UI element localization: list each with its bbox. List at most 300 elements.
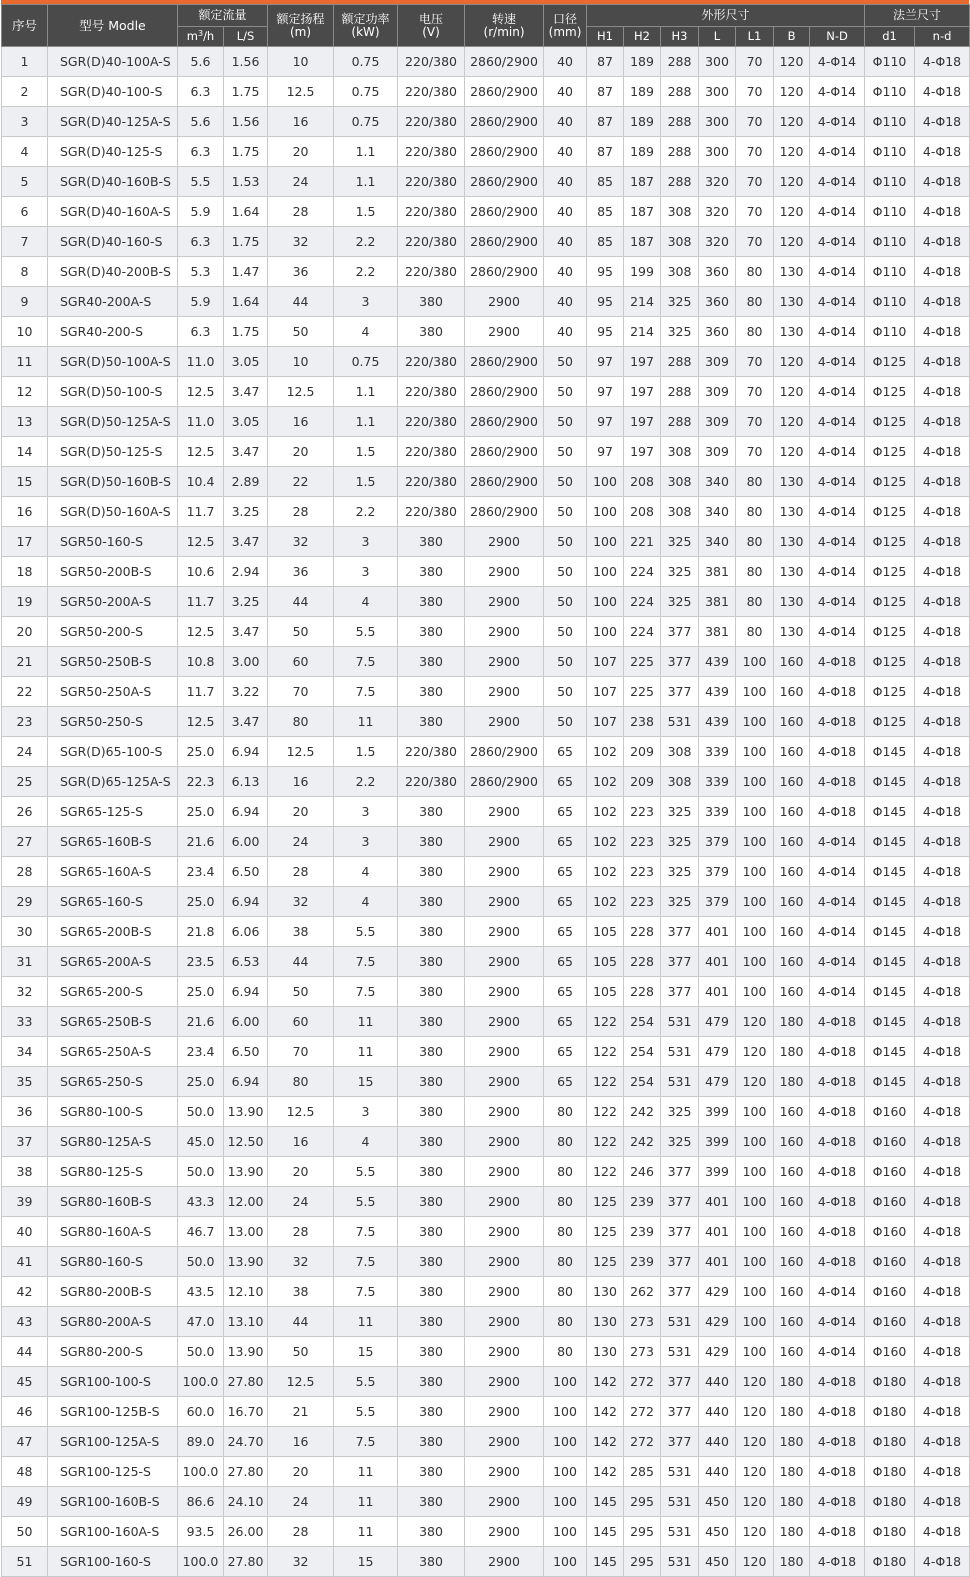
cell-head: 24: [268, 167, 334, 197]
cell-voltage: 220/380: [398, 437, 465, 467]
cell-speed: 2860/2900: [465, 197, 544, 227]
cell-h1: 122: [587, 1007, 624, 1037]
cell-bore: 80: [544, 1307, 587, 1337]
cell-speed: 2900: [465, 677, 544, 707]
cell-l1: 100: [736, 1157, 774, 1187]
cell-flow-ls: 13.90: [224, 1247, 268, 1277]
cell-model: SGR100-125A-S: [48, 1427, 178, 1457]
cell-head: 44: [268, 287, 334, 317]
cell-bore: 40: [544, 287, 587, 317]
cell-h1: 102: [587, 737, 624, 767]
cell-flange-nd: 4-Φ18: [915, 407, 970, 437]
cell-power: 3: [334, 827, 398, 857]
cell-h2: 199: [624, 257, 661, 287]
cell-speed: 2900: [465, 1157, 544, 1187]
cell-flow-ls: 1.47: [224, 257, 268, 287]
cell-h3: 325: [661, 527, 699, 557]
table-row: [2, 1007, 970, 1037]
cell-bore: 40: [544, 47, 587, 77]
cell-head: 28: [268, 857, 334, 887]
cell-flow-m3h: 11.0: [178, 407, 224, 437]
cell-h1: 107: [587, 707, 624, 737]
cell-speed: 2900: [465, 317, 544, 347]
cell-h3: 308: [661, 737, 699, 767]
cell-h2: 189: [624, 77, 661, 107]
cell-l: 300: [699, 47, 736, 77]
cell-l1: 70: [736, 437, 774, 467]
cell-h1: 125: [587, 1187, 624, 1217]
cell-h3: 288: [661, 77, 699, 107]
cell-flow-ls: 13.90: [224, 1337, 268, 1367]
cell-flow-m3h: 23.4: [178, 857, 224, 887]
cell-l: 300: [699, 77, 736, 107]
cell-h1: 100: [587, 587, 624, 617]
cell-power: 3: [334, 1097, 398, 1127]
cell-head: 36: [268, 557, 334, 587]
cell-nd: 4-Φ14: [810, 1277, 865, 1307]
cell-flow-m3h: 12.5: [178, 527, 224, 557]
cell-d1: Φ180: [865, 1397, 915, 1427]
cell-h3: 531: [661, 1037, 699, 1067]
table-row: [2, 377, 970, 407]
cell-d1: Φ180: [865, 1367, 915, 1397]
cell-b: 160: [774, 977, 810, 1007]
cell-bore: 40: [544, 227, 587, 257]
cell-l1: 120: [736, 1517, 774, 1547]
cell-head: 16: [268, 1427, 334, 1457]
cell-l: 340: [699, 467, 736, 497]
cell-nd: 4-Φ18: [810, 737, 865, 767]
table-row: [2, 497, 970, 527]
cell-flange-nd: 4-Φ18: [915, 977, 970, 1007]
cell-speed: 2900: [465, 617, 544, 647]
cell-bore: 65: [544, 1007, 587, 1037]
cell-no: 44: [2, 1337, 48, 1367]
cell-bore: 80: [544, 1337, 587, 1367]
table-row: [2, 587, 970, 617]
cell-bore: 40: [544, 197, 587, 227]
cell-b: 160: [774, 767, 810, 797]
cell-power: 3: [334, 557, 398, 587]
cell-h2: 272: [624, 1367, 661, 1397]
cell-head: 12.5: [268, 1097, 334, 1127]
cell-no: 3: [2, 107, 48, 137]
cell-model: SGR100-125-S: [48, 1457, 178, 1487]
cell-bore: 80: [544, 1217, 587, 1247]
header-power: [334, 5, 398, 47]
cell-l1: 100: [736, 917, 774, 947]
table-row: [2, 77, 970, 107]
cell-l1: 100: [736, 1187, 774, 1217]
cell-voltage: 220/380: [398, 257, 465, 287]
cell-flow-ls: 6.50: [224, 857, 268, 887]
cell-bore: 100: [544, 1427, 587, 1457]
cell-flow-ls: 1.75: [224, 137, 268, 167]
cell-model: SGR65-200-S: [48, 977, 178, 1007]
cell-l1: 100: [736, 707, 774, 737]
cell-bore: 80: [544, 1247, 587, 1277]
cell-flange-nd: 4-Φ18: [915, 1127, 970, 1157]
cell-h2: 228: [624, 947, 661, 977]
header-flange-col: d1: [865, 27, 915, 47]
cell-power: 1.5: [334, 467, 398, 497]
table-header: [2, 5, 970, 47]
cell-l: 450: [699, 1547, 736, 1577]
cell-nd: 4-Φ18: [810, 1517, 865, 1547]
cell-b: 180: [774, 1487, 810, 1517]
cell-flow-ls: 6.06: [224, 917, 268, 947]
cell-h2: 189: [624, 47, 661, 77]
cell-h1: 145: [587, 1517, 624, 1547]
cell-b: 160: [774, 1277, 810, 1307]
cell-head: 20: [268, 1157, 334, 1187]
cell-d1: Φ145: [865, 1037, 915, 1067]
cell-b: 180: [774, 1037, 810, 1067]
cell-speed: 2860/2900: [465, 257, 544, 287]
cell-no: 40: [2, 1217, 48, 1247]
cell-flange-nd: 4-Φ18: [915, 1367, 970, 1397]
cell-h2: 223: [624, 797, 661, 827]
cell-no: 39: [2, 1187, 48, 1217]
cell-l: 440: [699, 1367, 736, 1397]
cell-head: 44: [268, 1307, 334, 1337]
cell-h2: 223: [624, 887, 661, 917]
cell-bore: 80: [544, 1097, 587, 1127]
cell-speed: 2900: [465, 947, 544, 977]
cell-nd: 4-Φ14: [810, 377, 865, 407]
cell-nd: 4-Φ14: [810, 197, 865, 227]
cell-flow-ls: 3.47: [224, 527, 268, 557]
cell-model: SGR100-125B-S: [48, 1397, 178, 1427]
cell-flange-nd: 4-Φ18: [915, 377, 970, 407]
header-speed: [465, 5, 544, 47]
cell-voltage: 220/380: [398, 167, 465, 197]
cell-model: SGR50-250-S: [48, 707, 178, 737]
cell-h2: 187: [624, 197, 661, 227]
cell-l1: 80: [736, 287, 774, 317]
cell-flow-m3h: 23.4: [178, 1037, 224, 1067]
cell-flow-ls: 6.50: [224, 1037, 268, 1067]
cell-flange-nd: 4-Φ18: [915, 1097, 970, 1127]
cell-head: 21: [268, 1397, 334, 1427]
cell-l: 339: [699, 767, 736, 797]
cell-h1: 122: [587, 1127, 624, 1157]
cell-flow-ls: 6.94: [224, 797, 268, 827]
cell-h3: 377: [661, 1397, 699, 1427]
table-row: [2, 947, 970, 977]
cell-bore: 40: [544, 77, 587, 107]
cell-b: 160: [774, 797, 810, 827]
cell-flange-nd: 4-Φ18: [915, 767, 970, 797]
table-row: [2, 1247, 970, 1277]
cell-bore: 65: [544, 887, 587, 917]
cell-h2: 272: [624, 1397, 661, 1427]
cell-nd: 4-Φ18: [810, 1127, 865, 1157]
cell-flange-nd: 4-Φ18: [915, 557, 970, 587]
cell-speed: 2900: [465, 527, 544, 557]
cell-head: 32: [268, 1247, 334, 1277]
cell-head: 28: [268, 197, 334, 227]
cell-l: 360: [699, 257, 736, 287]
cell-d1: Φ180: [865, 1487, 915, 1517]
cell-bore: 65: [544, 1067, 587, 1097]
cell-h3: 325: [661, 887, 699, 917]
cell-model: SGR80-160B-S: [48, 1187, 178, 1217]
cell-flow-m3h: 100.0: [178, 1547, 224, 1577]
cell-nd: 4-Φ18: [810, 1217, 865, 1247]
cell-head: 20: [268, 1457, 334, 1487]
cell-bore: 50: [544, 617, 587, 647]
cell-h2: 273: [624, 1337, 661, 1367]
cell-l1: 100: [736, 947, 774, 977]
cell-l: 401: [699, 1187, 736, 1217]
cell-h1: 142: [587, 1427, 624, 1457]
cell-power: 11: [334, 1307, 398, 1337]
cell-model: SGR80-160A-S: [48, 1217, 178, 1247]
cell-l: 479: [699, 1007, 736, 1037]
cell-h1: 105: [587, 917, 624, 947]
cell-bore: 80: [544, 1127, 587, 1157]
cell-model: SGR50-200B-S: [48, 557, 178, 587]
cell-model: SGR(D)65-100-S: [48, 737, 178, 767]
cell-h2: 197: [624, 407, 661, 437]
cell-b: 180: [774, 1547, 810, 1577]
cell-h1: 102: [587, 797, 624, 827]
table-row: [2, 977, 970, 1007]
cell-b: 130: [774, 317, 810, 347]
cell-h2: 224: [624, 557, 661, 587]
cell-h2: 239: [624, 1187, 661, 1217]
cell-l1: 80: [736, 527, 774, 557]
unit-m: m: [186, 29, 198, 43]
cell-d1: Φ110: [865, 167, 915, 197]
cell-model: SGR(D)40-125A-S: [48, 107, 178, 137]
cell-speed: 2900: [465, 1427, 544, 1457]
cell-flange-nd: 4-Φ18: [915, 1517, 970, 1547]
cell-d1: Φ145: [865, 887, 915, 917]
cell-flow-ls: 13.90: [224, 1157, 268, 1187]
cell-model: SGR(D)50-125-S: [48, 437, 178, 467]
cell-bore: 80: [544, 1157, 587, 1187]
cell-no: 24: [2, 737, 48, 767]
cell-b: 130: [774, 527, 810, 557]
cell-head: 50: [268, 1337, 334, 1367]
cell-no: 26: [2, 797, 48, 827]
cell-model: SGR100-160A-S: [48, 1517, 178, 1547]
cell-h1: 95: [587, 317, 624, 347]
cell-head: 10: [268, 47, 334, 77]
cell-model: SGR(D)50-160B-S: [48, 467, 178, 497]
cell-l: 450: [699, 1487, 736, 1517]
cell-model: SGR(D)40-160-S: [48, 227, 178, 257]
cell-h1: 102: [587, 827, 624, 857]
cell-l: 340: [699, 527, 736, 557]
cell-d1: Φ180: [865, 1427, 915, 1457]
header-dims-col: H3: [661, 27, 699, 47]
table-row: [2, 737, 970, 767]
cell-power: 11: [334, 1007, 398, 1037]
cell-b: 160: [774, 737, 810, 767]
cell-head: 28: [268, 497, 334, 527]
header-dims-col: H1: [587, 27, 624, 47]
cell-b: 130: [774, 467, 810, 497]
cell-bore: 100: [544, 1397, 587, 1427]
cell-l: 429: [699, 1337, 736, 1367]
cell-h3: 377: [661, 617, 699, 647]
cell-head: 70: [268, 677, 334, 707]
cell-power: 1.1: [334, 377, 398, 407]
cell-d1: Φ145: [865, 827, 915, 857]
cell-l1: 120: [736, 1067, 774, 1097]
cell-flange-nd: 4-Φ18: [915, 227, 970, 257]
cell-h3: 377: [661, 1187, 699, 1217]
cell-flange-nd: 4-Φ18: [915, 107, 970, 137]
cell-voltage: 380: [398, 1187, 465, 1217]
cell-no: 33: [2, 1007, 48, 1037]
cell-h3: 325: [661, 587, 699, 617]
cell-l: 439: [699, 707, 736, 737]
cell-b: 160: [774, 1247, 810, 1277]
cell-l1: 70: [736, 137, 774, 167]
cell-h1: 107: [587, 647, 624, 677]
cell-b: 160: [774, 1097, 810, 1127]
cell-nd: 4-Φ18: [810, 1487, 865, 1517]
cell-no: 34: [2, 1037, 48, 1067]
cell-bore: 40: [544, 317, 587, 347]
cell-h1: 95: [587, 257, 624, 287]
cell-flange-nd: 4-Φ18: [915, 887, 970, 917]
cell-power: 4: [334, 587, 398, 617]
cell-head: 28: [268, 1517, 334, 1547]
cell-l1: 100: [736, 767, 774, 797]
cell-h1: 100: [587, 527, 624, 557]
cell-model: SGR(D)40-160A-S: [48, 197, 178, 227]
cell-h2: 187: [624, 227, 661, 257]
cell-flange-nd: 4-Φ18: [915, 1457, 970, 1487]
cell-h1: 97: [587, 347, 624, 377]
cell-power: 11: [334, 1037, 398, 1067]
cell-h1: 107: [587, 677, 624, 707]
cell-head: 20: [268, 437, 334, 467]
cell-model: SGR80-200B-S: [48, 1277, 178, 1307]
cell-h2: 209: [624, 767, 661, 797]
cell-bore: 100: [544, 1487, 587, 1517]
table-row: [2, 407, 970, 437]
cell-flow-m3h: 12.5: [178, 377, 224, 407]
cell-speed: 2900: [465, 887, 544, 917]
header-voltage: [398, 5, 465, 47]
cell-speed: 2860/2900: [465, 167, 544, 197]
cell-flange-nd: 4-Φ18: [915, 1217, 970, 1247]
cell-b: 130: [774, 287, 810, 317]
cell-l1: 80: [736, 587, 774, 617]
cell-h3: 531: [661, 1307, 699, 1337]
cell-flow-m3h: 5.6: [178, 47, 224, 77]
cell-no: 6: [2, 197, 48, 227]
cell-nd: 4-Φ14: [810, 317, 865, 347]
cell-d1: Φ145: [865, 737, 915, 767]
cell-h3: 288: [661, 407, 699, 437]
cell-nd: 4-Φ18: [810, 1157, 865, 1187]
cell-l1: 100: [736, 677, 774, 707]
cell-d1: Φ145: [865, 1007, 915, 1037]
cell-flange-nd: 4-Φ18: [915, 797, 970, 827]
cell-d1: Φ125: [865, 497, 915, 527]
cell-l1: 70: [736, 167, 774, 197]
cell-flange-nd: 4-Φ18: [915, 77, 970, 107]
table-row: [2, 797, 970, 827]
cell-h3: 325: [661, 827, 699, 857]
cell-voltage: 380: [398, 317, 465, 347]
cell-l: 440: [699, 1457, 736, 1487]
cell-power: 5.5: [334, 1157, 398, 1187]
cell-voltage: 220/380: [398, 47, 465, 77]
table-row: [2, 107, 970, 137]
header-power-line1: 额定功率: [341, 11, 390, 26]
cell-l1: 120: [736, 1427, 774, 1457]
cell-head: 44: [268, 947, 334, 977]
cell-power: 15: [334, 1067, 398, 1097]
cell-head: 60: [268, 1007, 334, 1037]
cell-d1: Φ145: [865, 977, 915, 1007]
cell-h1: 100: [587, 617, 624, 647]
cell-flange-nd: 4-Φ18: [915, 137, 970, 167]
cell-voltage: 380: [398, 677, 465, 707]
cell-l1: 80: [736, 557, 774, 587]
cell-flange-nd: 4-Φ18: [915, 1247, 970, 1277]
cell-d1: Φ125: [865, 647, 915, 677]
cell-nd: 4-Φ18: [810, 647, 865, 677]
cell-nd: 4-Φ14: [810, 1337, 865, 1367]
cell-d1: Φ110: [865, 287, 915, 317]
cell-h3: 325: [661, 1097, 699, 1127]
header-voltage-line1: 电压: [419, 11, 444, 26]
cell-flow-m3h: 43.3: [178, 1187, 224, 1217]
cell-nd: 4-Φ14: [810, 47, 865, 77]
cell-speed: 2900: [465, 1217, 544, 1247]
cell-flow-m3h: 12.5: [178, 707, 224, 737]
cell-head: 16: [268, 107, 334, 137]
cell-nd: 4-Φ14: [810, 167, 865, 197]
cell-no: 19: [2, 587, 48, 617]
cell-l: 381: [699, 587, 736, 617]
cell-voltage: 380: [398, 1127, 465, 1157]
cell-b: 160: [774, 1157, 810, 1187]
cell-l: 401: [699, 947, 736, 977]
cell-h1: 125: [587, 1247, 624, 1277]
cell-b: 120: [774, 377, 810, 407]
cell-flange-nd: 4-Φ18: [915, 1067, 970, 1097]
cell-flow-ls: 1.75: [224, 227, 268, 257]
cell-flange-nd: 4-Φ18: [915, 1487, 970, 1517]
cell-d1: Φ125: [865, 707, 915, 737]
table-row: [2, 887, 970, 917]
table-row: [2, 617, 970, 647]
cell-bore: 50: [544, 587, 587, 617]
table-row: [2, 527, 970, 557]
cell-l: 379: [699, 857, 736, 887]
cell-voltage: 380: [398, 1247, 465, 1277]
cell-h2: 272: [624, 1427, 661, 1457]
cell-power: 2.2: [334, 767, 398, 797]
cell-h2: 295: [624, 1517, 661, 1547]
cell-model: SGR(D)40-200B-S: [48, 257, 178, 287]
cell-l: 381: [699, 617, 736, 647]
cell-flange-nd: 4-Φ18: [915, 1157, 970, 1187]
cell-b: 180: [774, 1007, 810, 1037]
cell-speed: 2900: [465, 1187, 544, 1217]
cell-flow-m3h: 22.3: [178, 767, 224, 797]
